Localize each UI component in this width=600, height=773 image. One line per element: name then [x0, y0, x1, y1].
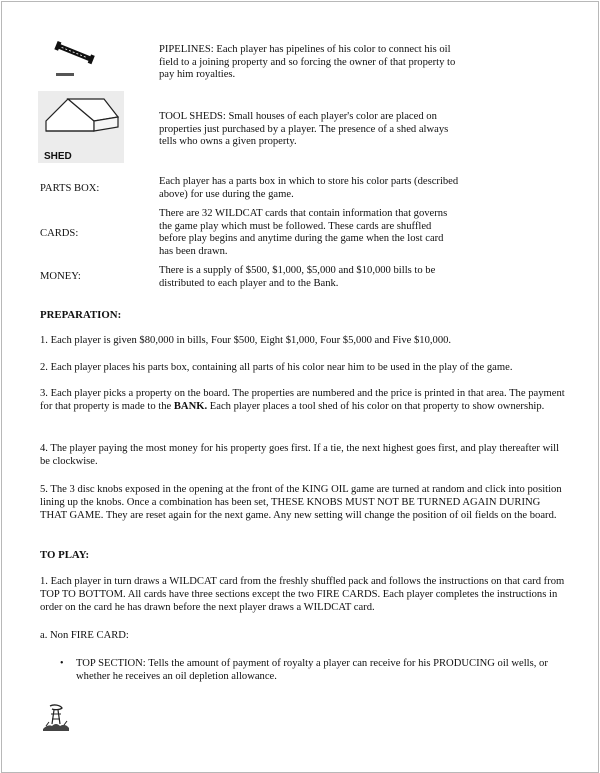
preparation-step-2: 2. Each player places his parts box, containing all parts of his color near him to be used in the play of the game.	[40, 362, 513, 373]
shed-icon	[38, 91, 124, 163]
preparation-heading: PREPARATION:	[40, 309, 122, 321]
non-fire-card-subheading: a. Non FIRE CARD:	[40, 630, 129, 641]
top-section-bullet: TOP SECTION: Tells the amount of payment of royalty a player can receive for his PRODUCING oil wells, or whether he receives an oil depletion allowance.	[76, 658, 548, 683]
money-term: MONEY:	[40, 271, 81, 282]
pipeline-icon	[52, 40, 102, 80]
preparation-step-1: 1. Each player is given $80,000 in bills, Four $500, Eight $1,000, Four $5,000 and Five $10,000.	[40, 335, 452, 346]
preparation-step-3-text-a: 3. Each player picks a property on the board. The properties are numbered and the price is printed in that area. The payment for that property is made to the	[40, 388, 565, 413]
shed-icon-caption: SHED	[44, 151, 72, 162]
bank-emphasis: BANK.	[173, 401, 208, 413]
parts-box-definition: Each player has a parts box in which to store his color parts (described above) for use during the game.	[159, 176, 459, 200]
cards-term: CARDS:	[40, 228, 79, 239]
money-definition: There is a supply of $500, $1,000, $5,000 and $10,000 bills to be distributed to each player and to the Bank.	[159, 265, 436, 289]
preparation-step-3-text-b: Each player places a tool shed of his color on that property to show ownership.	[207, 401, 545, 413]
oil-derrick-sketch-icon	[40, 702, 72, 734]
tool-sheds-definition: TOOL SHEDS: Small houses of each player's color are placed on properties just purchased by a player. The presence of a shed always tells who owns a given property.	[159, 111, 449, 148]
to-play-step-1: 1. Each player in turn draws a WILDCAT card from the freshly shuffled pack and follows the instructions on that card from TOP TO BOTTOM. All cards have three sections except the two FIRE CARDS. Each player completes the instructions in order on the card he has drawn before the next player draws a WILDCAT card.	[40, 576, 565, 614]
preparation-step-4: 4. The player paying the most money for his property goes first. If a tie, the next highest goes first, and play thereafter will be clockwise.	[40, 443, 560, 468]
parts-box-term: PARTS BOX:	[40, 183, 100, 194]
pipelines-definition: PIPELINES: Each player has pipelines of his color to connect his oil field to a joining property and so forcing the owner of that property to pay him royalties.	[159, 44, 456, 81]
cards-definition: There are 32 WILDCAT cards that contain information that governs the game play which must be followed. These cards are shuffled before play begins and anytime during the game when the lost card has been drawn.	[159, 208, 448, 257]
to-play-heading: TO PLAY:	[40, 549, 90, 561]
preparation-step-5: 5. The 3 disc knobs exposed in the opening at the front of the KING OIL game are turned at random and click into position lining up the knobs. Once a combination has been set, THESE KNOBS MUST NOT BE TURNED AGAIN DURING THAT GAME. They are reset again for the next game. Any new setting will change the position of oil fields on the board.	[40, 484, 562, 522]
bullet-marker: •	[60, 658, 64, 669]
document-page	[1, 1, 599, 773]
preparation-step-3	[40, 387, 568, 413]
